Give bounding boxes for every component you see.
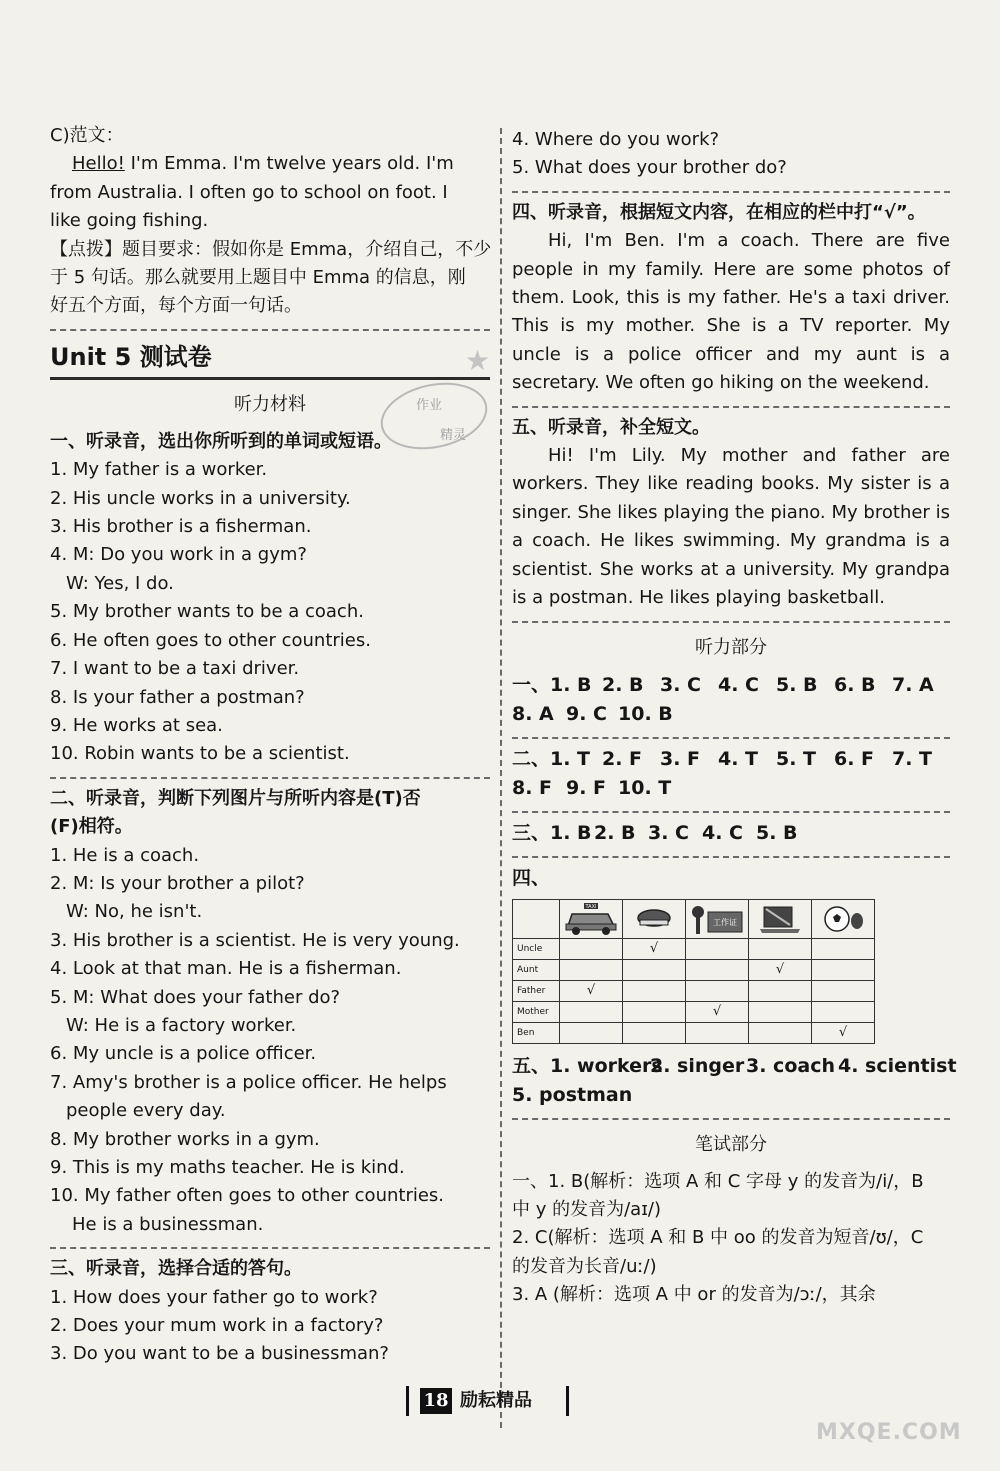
divider [512, 856, 950, 858]
tip-line-2: 于 5 句话。那么就要用上题目中 Emma 的信息，刚 [50, 267, 466, 289]
table-row: Father √ [513, 980, 875, 1001]
table-row: Ben √ [513, 1022, 875, 1043]
section-5-passage: Hi! I'm Lily. My mother and father are workers. They like reading books. My sister is a singer. She likes playing the piano. My brother is a coach. He likes swimming. My grandma is a scientist. She works at a university. My grandpa is a postman. He likes playing basketball. [512, 445, 950, 609]
list-item: 5. M: What does your father do? [50, 986, 341, 1008]
list-item: 4. M: Do you work in a gym? [50, 544, 307, 566]
ball-icon [812, 899, 875, 938]
list-item: 9. This is my maths teacher. He is kind. [50, 1157, 405, 1178]
section-2-heading: 二、听录音，判断下列图片与所听内容是(T)否 [50, 787, 421, 809]
list-item: 7. Amy's brother is a police officer. He helps [50, 1071, 447, 1093]
written-line: 3. A (解析：选项 A 中 or 的发音为/ɔː/，其余 [512, 1284, 876, 1306]
unit-underline [50, 377, 490, 380]
list-item: 9. He works at sea. [50, 714, 223, 736]
answers-1-line-2: 8. A 9. C 10. B [512, 702, 673, 725]
written-line: 中 y 的发音为/aɪ/) [512, 1198, 661, 1220]
unit-title: Unit 5 测试卷 ★ [50, 337, 490, 377]
divider [512, 1118, 950, 1120]
list-item: W: Yes, I do. [66, 572, 174, 594]
divider [512, 737, 950, 739]
answers-2-line-2: 8. F 9. F 10. T [512, 776, 672, 799]
check-table [512, 899, 875, 1044]
section-5-heading: 五、听录音，补全短文。 [512, 416, 710, 438]
answers-4-label: 四、 [512, 866, 551, 889]
police-cap-icon [623, 899, 686, 938]
table-header-row [513, 899, 875, 938]
tip-line-3: 好五个方面，每个方面一句话。 [50, 295, 302, 317]
watermark: MXQE.COM [816, 1420, 962, 1445]
star-icon: ★ [464, 343, 490, 377]
list-item: 10. Robin wants to be a scientist. [50, 743, 350, 765]
listening-material-title: 听力材料 [234, 393, 306, 415]
tip-line-1: 【点拨】题目要求：假如你是 Emma，介绍自己，不少 [50, 238, 492, 260]
answers-2-line-1: 二、1. T 2. F 3. F 4. T 5. T 6. F 7. T [512, 747, 933, 770]
table-row: Uncle √ [513, 938, 875, 959]
list-item: 10. My father often goes to other countries. [50, 1185, 445, 1207]
stamp-graphic: 作业 精灵 [380, 384, 488, 448]
list-item: 3. Do you want to be a businessman? [50, 1343, 389, 1365]
section-4-heading: 四、听录音，根据短文内容，在相应的栏中打“√”。 [512, 201, 926, 223]
list-item: 7. I want to be a taxi driver. [50, 658, 300, 680]
answers-5-line-2: 5. postman [512, 1083, 633, 1106]
written-line: 2. C(解析：选项 A 和 B 中 oo 的发音为短音/ʊ/，C [512, 1227, 924, 1249]
listening-part-title: 听力部分 [695, 636, 767, 658]
divider [512, 621, 950, 623]
taxi-icon [560, 899, 623, 938]
list-item: 1. How does your father go to work? [50, 1286, 378, 1308]
list-item: people every day. [66, 1100, 226, 1122]
right-column [512, 126, 957, 1310]
divider [50, 777, 490, 779]
list-item: 2. Does your mum work in a factory? [50, 1315, 384, 1337]
section-3-heading: 三、听录音，选择合适的答句。 [50, 1258, 302, 1280]
list-item: 4. Where do you work? [512, 129, 720, 150]
svg-text:工作证: 工作证 [713, 917, 737, 927]
answers-1-line-1: 一、1. B 2. B 3. C 4. C 5. B 6. B 7. A [512, 673, 934, 696]
microphone-and-card-icon [686, 899, 749, 938]
table-row: Mother √ [513, 1001, 875, 1022]
page-footer [400, 1384, 600, 1418]
list-item: 8. Is your father a postman? [50, 686, 305, 708]
list-item: 6. My uncle is a police officer. [50, 1043, 317, 1065]
list-item: 3. His brother is a scientist. He is very young. [50, 929, 460, 951]
essay-line-1: Hello! I'm Emma. I'm twelve years old. I'm [72, 153, 454, 175]
brand-name: 励耘精品 [460, 1390, 532, 1411]
section-4-passage: Hi, I'm Ben. I'm a coach. There are five people in my family. Here are some photos of them. Look, this is my father. He's a taxi driver. This is my mother. She is a TV reporter. My uncle is a police officer and my aunt is a secretary. We often go hiking on the weekend. [512, 230, 950, 394]
written-line: 一、1. B(解析：选项 A 和 C 字母 y 的发音为/i/，B [512, 1170, 924, 1192]
list-item: 2. His uncle works in a university. [50, 487, 351, 509]
divider [512, 406, 950, 408]
written-line: 的发音为长音/uː/) [512, 1255, 657, 1277]
list-item: 5. My brother wants to be a coach. [50, 601, 364, 623]
list-item: 6. He often goes to other countries. [50, 629, 371, 651]
page-number: 18 [420, 1388, 452, 1414]
written-part-title: 笔试部分 [695, 1133, 767, 1155]
divider [50, 329, 490, 331]
list-item: 1. He is a coach. [50, 844, 200, 866]
list-item: 8. My brother works in a gym. [50, 1128, 320, 1150]
essay-label: C)范文： [50, 125, 124, 146]
essay-hello: Hello! [72, 153, 125, 175]
list-item: W: He is a factory worker. [66, 1014, 297, 1036]
essay-line-2: from Australia. I often go to school on foot. I [50, 181, 448, 203]
section-1-heading: 一、听录音，选出你所听到的单词或短语。 [50, 430, 392, 452]
list-item: 5. What does your brother do? [512, 157, 787, 179]
answers-5-line-1: 五、1. workers2. singer3. coach 4. scientist [512, 1054, 957, 1077]
list-item: 1. My father is a worker. [50, 459, 268, 481]
laptop-icon [749, 899, 812, 938]
list-item: W: No, he isn't. [66, 901, 203, 923]
essay-line-3: like going fishing. [50, 210, 209, 232]
divider [512, 811, 950, 813]
left-column [50, 122, 490, 1369]
list-item: He is a businessman. [72, 1213, 264, 1235]
svg-text:TAXI: TAXI [585, 903, 597, 910]
table-row: Aunt √ [513, 959, 875, 980]
answers-3: 三、1. B 2. B 3. C 4. C 5. B [512, 821, 798, 844]
column-divider [500, 128, 502, 1428]
divider [50, 1247, 490, 1249]
list-item: 2. M: Is your brother a pilot? [50, 872, 305, 894]
list-item: 3. His brother is a fisherman. [50, 516, 312, 538]
divider [512, 191, 950, 193]
section-2-heading-cont: (F)相符。 [50, 816, 133, 838]
list-item: 4. Look at that man. He is a fisherman. [50, 958, 402, 980]
